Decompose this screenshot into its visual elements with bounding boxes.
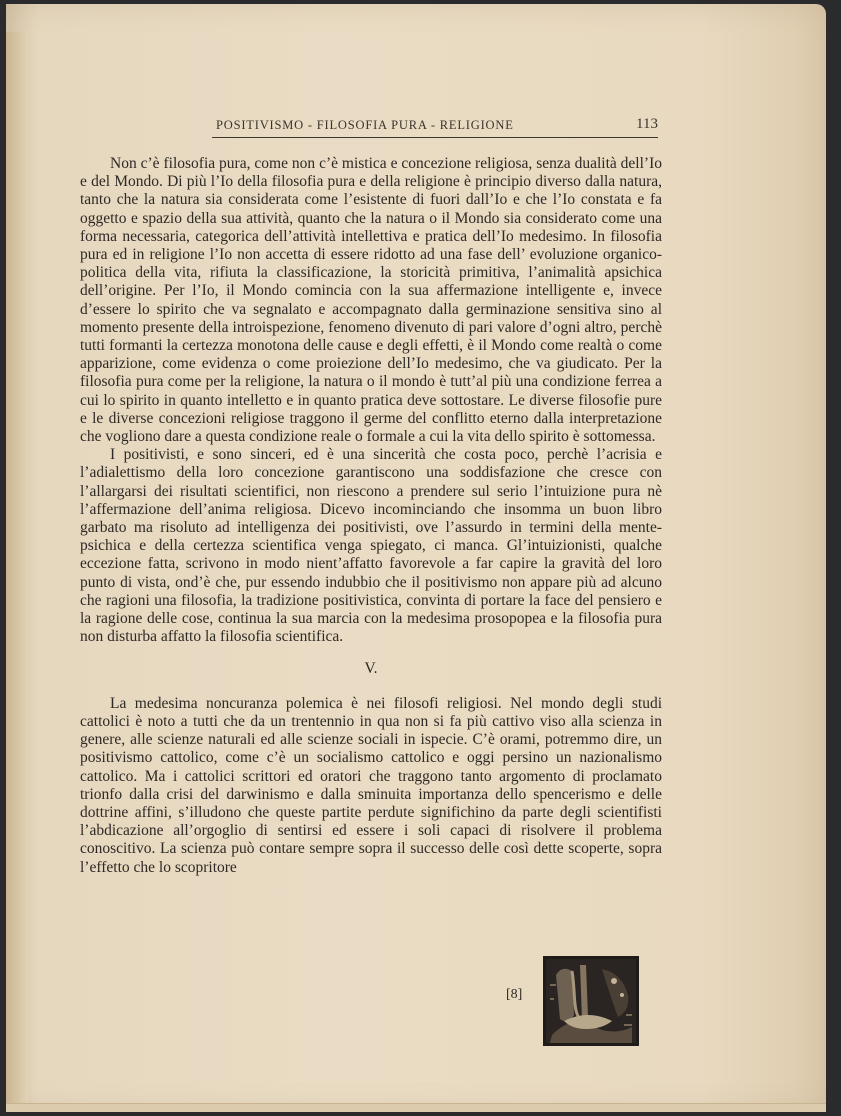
page-number: 113 [636, 116, 658, 132]
page-header [212, 118, 658, 136]
paragraph-3: La medesima noncuranza polemica è nei filosofi religiosi. Nel mondo degli studi cattolici è noto a tutti che da un trentennio in qua non si fa più cattivo viso alla scienza in genere, alle scienze naturali ed alle scienze sociali in ispecie. C’è orami, potremmo dire, un positivismo cattolico, come c’è un socialismo cattolico e oggi persino un nazionalismo cattolico. Ma i cattolici scrittori ed oratori che traggono tanto argomento di proclamato trionfo dalla crisi del darwinismo e dalla sminuita importanza dello spencerismo e delle dottrine affini, s’illudono che queste partite perdute significhino da parte degli scientifisti l’abdicazione all’orgoglio di sentirsi ed essere i soli capaci di risolvere il problema conoscitivo. La scienza può contare sempre sopra il successo delle così dette scoperte, sopra l’effetto che lo scopritore [80, 694, 662, 876]
paragraph-1: Non c’è filosofia pura, come non c’è mistica e concezione religiosa, senza dualità dell’Io e del Mondo. Di più l’Io della filosofia pura e della religione è principio diverso dalla natura, tanto che la natura sia considerata come l’esistente di fuori dall’Io e che l’Io constata e fa oggetto e spazio della sua attività, quanto che la natura o il Mondo sia considerato come una forma necessaria, categorica dell’attività intellettiva e pratica dell’Io medesimo. In filosofia pura ed in religione l’Io non accetta di essere ridotto ad una fase dell’ evoluzione organico-politica della vita, rifiuta la classificazione, la storicità primitiva, l’animalità apsichica dell’origine. Per l’Io, il Mondo comincia con la sua affermazione intelligente e, invece d’essere lo spirito che va segnalato e accompagnato dalla germinazione sensitiva sino al momento presente della introispezione, fenomeno divenuto di pari valore d’ogni altro, perchè tutti formanti la certezza monotona delle cause e degli effetti, è il Mondo come realtà o come apparizione, come evidenza o come proiezione dell’Io medesimo, che va giudicato. Per la filosofia pura come per la religione, la natura o il mondo è tutt’al più una condizione ferrea a cui lo spirito in quanto intelletto e in quanto pratica deve sottostare. Le diverse filosofie pure e le diverse concezioni religiose traggono il germe del conflitto eterno dalla interpretazione che vogliono dare a questa condizione reale o formale a cui la vita dello spirito è sottomessa. [80, 155, 662, 446]
signature-mark: [8] [506, 987, 523, 1002]
woodcut-vignette-icon [542, 955, 640, 1047]
section-heading: V. [364, 660, 378, 678]
body-text [80, 155, 662, 877]
page-edge-shadow [6, 32, 28, 1112]
header-rule [212, 137, 658, 138]
running-head: POSITIVISMO - FILOSOFIA PURA - RELIGIONE [216, 118, 514, 132]
page-bottom-edge [6, 1103, 826, 1112]
paragraph-2: I positivisti, e sono sinceri, ed è una sincerità che costa poco, perchè l’acrisia e l’adialettismo della loro concezione garantiscono una soddisfazione che cresce con l’allargarsi dei risultati scientifici, non riescono a prendere sul serio l’intuizione pura nè l’affermazione dell’anima religiosa. Dicevo incominciando che insomma un buon libro garbato ma risoluto ad intelligenza dei positivisti, ove l’assurdo in termini della mente-psichica e della certezza scientifica venga spiegato, ci manca. Gl’intuizionisti, qualche eccezione fatta, scrivono in modo nient’affatto favorevole a far capire la gravità del loro punto di vista, ond’è che, pur essendo indubbio che il positivismo non appare più ad alcuno che ragioni una filosofia, la tradizione positivistica, convinta di portare la face del pensiero e la ragione delle cose, continua la sua marcia con la medesima prosopopea e la filosofia pura non disturba affatto la filosofia scientifica. [80, 446, 662, 646]
